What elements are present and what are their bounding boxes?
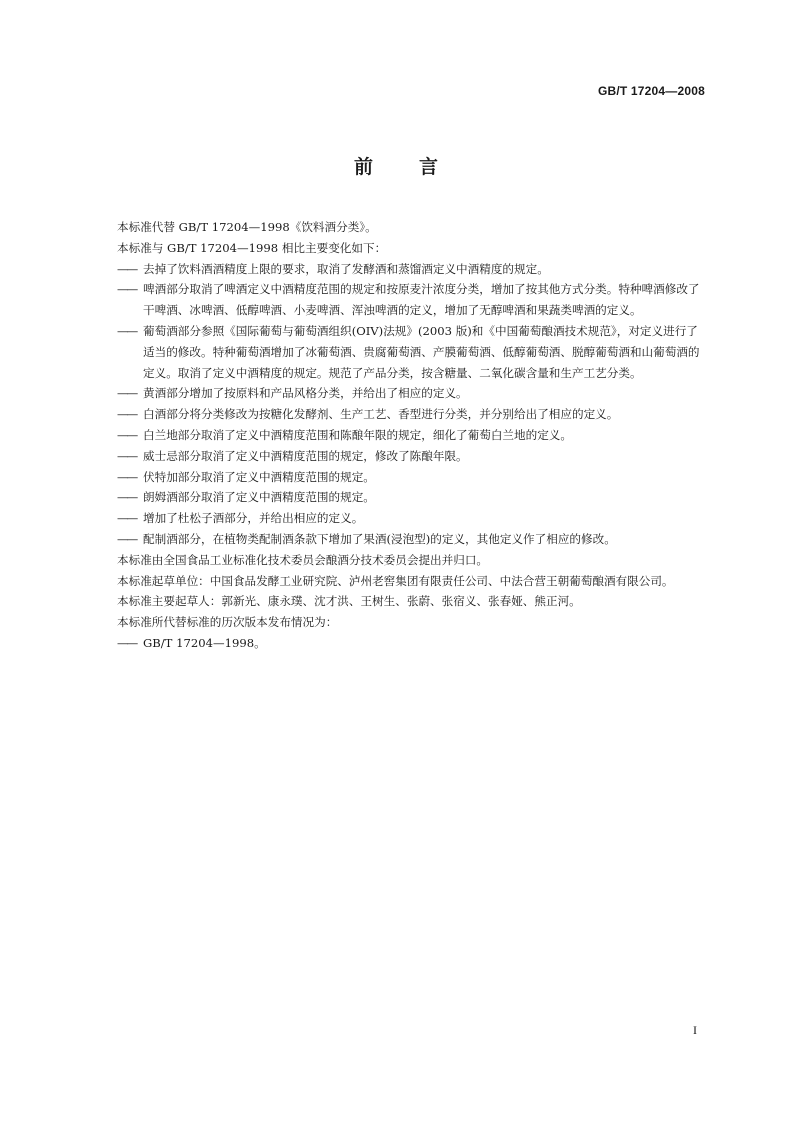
dash-marker: —— [117, 261, 137, 276]
list-item [88, 404, 708, 425]
foreword-body [88, 217, 708, 654]
standard-code: GB/T 17204—2008 [597, 84, 705, 98]
list-item-text: 黄酒部分增加了按原料和产品风格分类，并给出了相应的定义。 [143, 386, 468, 401]
title-char-2: 言 [419, 156, 441, 178]
page-number: I [693, 1023, 697, 1037]
list-item [88, 508, 708, 529]
proposer-statement: 本标准由全国食品工业标准化技术委员会酿酒分技术委员会提出并归口。 [117, 552, 489, 567]
list-item-text: 去掉了饮料酒酒精度上限的要求，取消了发酵酒和蒸馏酒定义中酒精度的规定。 [143, 261, 549, 276]
history-item-text: GB/T 17204—1998。 [143, 635, 266, 650]
history-intro: 本标准所代替标准的历次版本发布情况为： [117, 615, 338, 630]
list-item-text: 白兰地部分取消了定义中酒精度范围和陈酿年限的规定，细化了葡萄白兰地的定义。 [143, 427, 572, 442]
list-item [88, 487, 708, 508]
list-item [88, 446, 708, 467]
list-item-text: 朗姆酒部分取消了定义中酒精度范围的规定。 [143, 490, 375, 505]
list-item [88, 383, 708, 404]
dash-marker: —— [117, 282, 137, 297]
dash-marker: —— [117, 427, 137, 442]
drafters: 本标准主要起草人：郭新光、康永璞、沈才洪、王树生、张蔚、张宿义、张春娅、熊正河。 [117, 594, 581, 609]
list-item [88, 467, 708, 488]
dash-marker: —— [117, 635, 137, 650]
dash-marker: —— [117, 386, 137, 401]
list-item-text: 增加了杜松子酒部分，并给出相应的定义。 [143, 511, 364, 526]
dash-marker: —— [117, 469, 137, 484]
dash-marker: —— [117, 407, 137, 422]
list-item-text: 配制酒部分，在植物类配制酒条款下增加了果酒(浸泡型)的定义，其他定义作了相应的修改。 [143, 531, 616, 546]
list-item [88, 321, 708, 383]
drafting-units: 本标准起草单位：中国食品发酵工业研究院、泸州老窖集团有限责任公司、中法合营王朝葡萄酿酒有限公司。 [117, 573, 674, 588]
title-char-1: 前 [353, 156, 375, 178]
replace-statement: 本标准代替 GB/T 17204—1998《饮料酒分类》。 [117, 220, 377, 234]
list-item-text: 啤酒部分取消了啤酒定义中酒精度范围的规定和按原麦汁浓度分类，增加了按其他方式分类。特种啤酒修改了干啤酒、冰啤酒、低醇啤酒、小麦啤酒、浑浊啤酒的定义，增加了无醇啤酒和果蔬类啤酒的定义。 [143, 282, 700, 318]
list-item-text: 威士忌部分取消了定义中酒精度范围的规定，修改了陈酿年限。 [143, 448, 468, 463]
list-item [88, 279, 708, 321]
list-item [88, 259, 708, 280]
list-item [88, 425, 708, 446]
dash-marker: —— [117, 511, 137, 526]
dash-marker: —— [117, 490, 137, 505]
list-item-text: 白酒部分将分类修改为按糖化发酵剂、生产工艺、香型进行分类，并分别给出了相应的定义。 [143, 407, 619, 422]
list-item-text: 伏特加部分取消了定义中酒精度范围的规定。 [143, 469, 375, 484]
list-item-text: 葡萄酒部分参照《国际葡萄与葡萄酒组织(OIV)法规》(2003 版)和《中国葡萄酿酒技术规范》，对定义进行了适当的修改。特种葡萄酒增加了冰葡萄酒、贵腐葡萄酒、产膜葡萄酒、低醇葡萄酒、脱醇葡萄酒和山葡萄酒的定义。取消了定义中酒精度的规定。规范了产品分类，按含糖量、二氧化碳含量和生产工艺分类。 [143, 323, 700, 380]
page-title [0, 152, 794, 179]
dash-marker: —— [117, 448, 137, 463]
dash-marker: —— [117, 323, 137, 338]
list-item [88, 529, 708, 550]
history-item [88, 633, 708, 654]
dash-marker: —— [117, 531, 137, 546]
comparison-intro: 本标准与 GB/T 17204—1998 相比主要变化如下： [117, 240, 387, 255]
